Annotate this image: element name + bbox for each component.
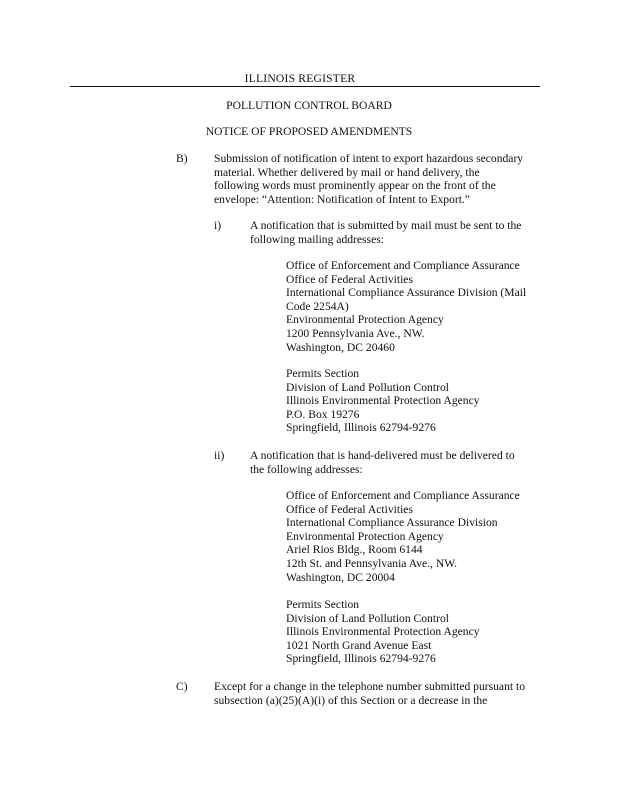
address-line: Permits Section xyxy=(286,367,360,380)
sub-ii-address-epa xyxy=(286,489,546,584)
address-line: Division of Land Pollution Control xyxy=(286,611,449,625)
section-b-line-3: following words must prominently appear on the front of the xyxy=(214,179,496,193)
address-line: 12th St. and Pennsylvania Ave., NW. xyxy=(286,556,457,570)
sub-ii-paragraph xyxy=(250,449,544,476)
section-b-line-2: material. Whether delivered by mail or hand delivery, the xyxy=(214,165,480,179)
sub-ii-label: ii) xyxy=(214,449,225,462)
sub-i-line-2: following mailing addresses: xyxy=(250,232,384,246)
address-line: International Compliance Assurance Division (Mail xyxy=(286,286,527,300)
section-c-line-1: Except for a change in the telephone number submitted pursuant to xyxy=(214,680,526,693)
section-c-paragraph xyxy=(214,680,544,707)
sub-ii-line-1: A notification that is hand-delivered must be delivered to xyxy=(250,449,515,462)
address-line: International Compliance Assurance Division xyxy=(286,516,498,530)
address-line: Environmental Protection Agency xyxy=(286,529,444,543)
address-line: Office of Enforcement and Compliance Assurance xyxy=(286,259,520,272)
sub-i-label: i) xyxy=(214,219,222,232)
address-line: Code 2254A) xyxy=(286,299,349,313)
sub-i-line-1: A notification that is submitted by mail must be sent to the xyxy=(250,219,522,232)
address-line: Division of Land Pollution Control xyxy=(286,380,449,394)
address-line: Ariel Rios Bldg., Room 6144 xyxy=(286,543,423,557)
address-line: Illinois Environmental Protection Agency xyxy=(286,625,480,639)
section-c-label: C) xyxy=(176,680,188,693)
address-line: Office of Federal Activities xyxy=(286,272,413,286)
address-line: 1021 North Grand Avenue East xyxy=(286,638,432,652)
address-line: 1200 Pennsylvania Ave., NW. xyxy=(286,326,425,340)
address-line: Washington, DC 20460 xyxy=(286,340,395,354)
section-c-line-2: subsection (a)(25)(A)(i) of this Section or a decrease in the xyxy=(214,693,488,707)
sub-i-address-epa xyxy=(286,259,546,354)
notice-title: NOTICE OF PROPOSED AMENDMENTS xyxy=(205,125,413,138)
section-b-line-4: envelope: “Attention: Notification of Intent to Export.” xyxy=(214,192,470,206)
address-line: Environmental Protection Agency xyxy=(286,313,444,327)
sub-ii-address-iepa xyxy=(286,598,546,666)
address-line: Permits Section xyxy=(286,598,360,611)
address-line: Office of Federal Activities xyxy=(286,502,413,516)
address-line: Springfield, Illinois 62794-9276 xyxy=(286,421,436,435)
section-b-line-1: Submission of notification of intent to export hazardous secondary xyxy=(214,152,524,165)
section-b-paragraph xyxy=(214,152,544,206)
address-line: Springfield, Illinois 62794-9276 xyxy=(286,652,436,666)
sub-i-address-iepa xyxy=(286,367,546,435)
sub-i-paragraph xyxy=(250,219,544,246)
section-b-label: B) xyxy=(176,152,188,165)
register-title: ILLINOIS REGISTER xyxy=(244,72,356,85)
sub-ii-line-2: the following addresses: xyxy=(250,462,363,476)
address-line: Washington, DC 20004 xyxy=(286,570,395,584)
address-line: Illinois Environmental Protection Agency xyxy=(286,394,480,408)
address-line: P.O. Box 19276 xyxy=(286,407,360,421)
address-line: Office of Enforcement and Compliance Assurance xyxy=(286,489,520,502)
board-title: POLLUTION CONTROL BOARD xyxy=(226,99,392,112)
header-rule xyxy=(70,86,540,87)
